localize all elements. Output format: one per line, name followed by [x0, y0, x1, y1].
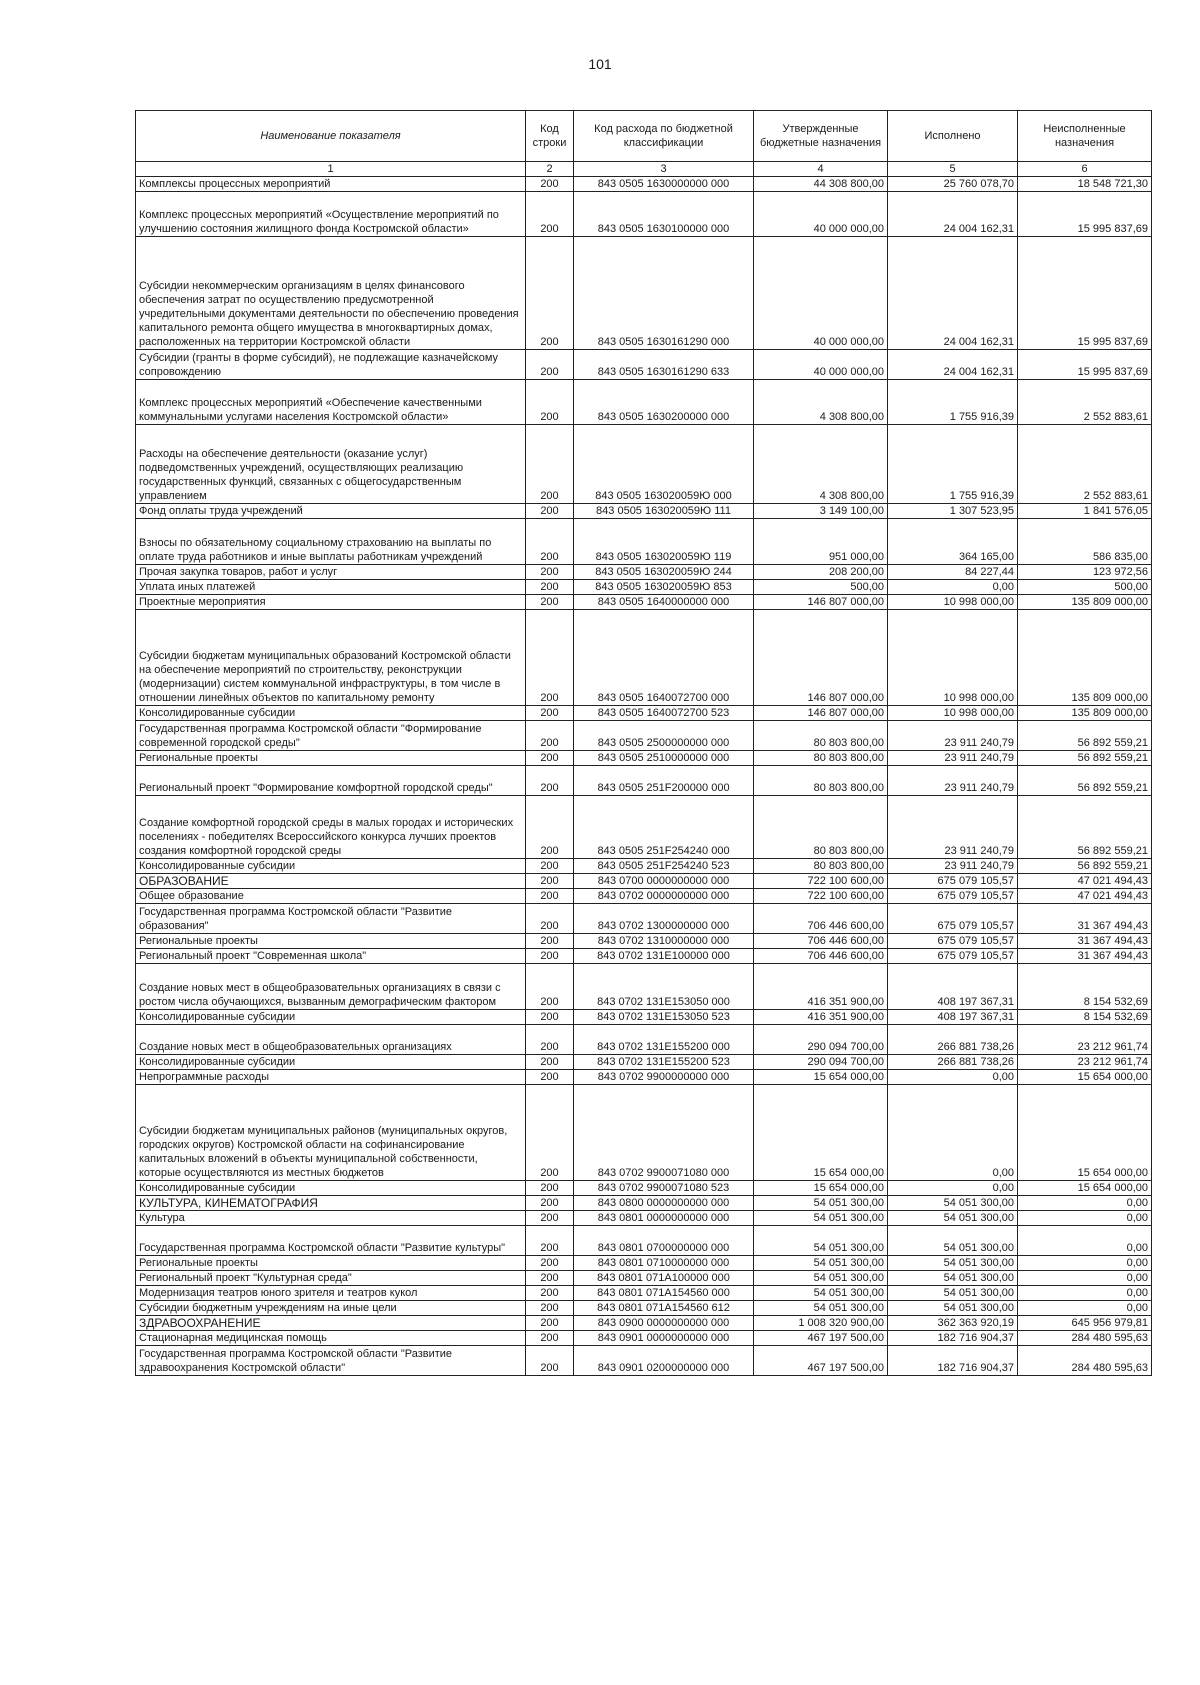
- cell-executed: 23 911 240,79: [888, 751, 1018, 766]
- cell-name: Консолидированные субсидии: [136, 1055, 526, 1070]
- cell-code: 200: [526, 1181, 574, 1196]
- table-row: [136, 1331, 1152, 1346]
- cell-cls: 843 0505 1640072700 000: [574, 610, 754, 706]
- cell-cls: 843 0702 1310000000 000: [574, 934, 754, 949]
- cell-executed: 0,00: [888, 1070, 1018, 1085]
- cell-name: Субсидии (гранты в форме субсидий), не подлежащие казначейскому сопровождению: [136, 350, 526, 380]
- cell-name: Субсидии некоммерческим организациям в целях финансового обеспечения затрат по осуществлению предусмотренной учредительными документами деятельности по обеспечению проведения капитального ремонта общего имущества в многоквартирных домах, расположенных на территории Костромской области: [136, 237, 526, 350]
- cell-cls: 843 0505 163020059Ю 119: [574, 519, 754, 565]
- cell-cls: 843 0801 071A100000 000: [574, 1271, 754, 1286]
- cell-code: 200: [526, 1211, 574, 1226]
- cell-name: Модернизация театров юного зрителя и театров кукол: [136, 1286, 526, 1301]
- cell-cls: 843 0801 0710000000 000: [574, 1256, 754, 1271]
- cell-name: Взносы по обязательному социальному страхованию на выплаты по оплате труда работников и иные выплаты работникам учреждений: [136, 519, 526, 565]
- cell-cls: 843 0505 2510000000 000: [574, 751, 754, 766]
- cell-approved: 290 094 700,00: [754, 1025, 888, 1055]
- cell-unexecuted: 0,00: [1018, 1196, 1152, 1211]
- cell-approved: 40 000 000,00: [754, 237, 888, 350]
- cell-cls: 843 0505 1630100000 000: [574, 192, 754, 237]
- cell-code: 200: [526, 177, 574, 192]
- cell-unexecuted: 15 995 837,69: [1018, 192, 1152, 237]
- cell-name: ЗДРАВООХРАНЕНИЕ: [136, 1316, 526, 1331]
- cell-code: 200: [526, 1226, 574, 1256]
- cell-approved: 146 807 000,00: [754, 595, 888, 610]
- cell-executed: 364 165,00: [888, 519, 1018, 565]
- table-row: [136, 565, 1152, 580]
- cell-code: 200: [526, 706, 574, 721]
- cell-cls: 843 0505 251F254240 000: [574, 796, 754, 859]
- cell-executed: 1 307 523,95: [888, 504, 1018, 519]
- cell-name: Субсидии бюджетам муниципальных районов (муниципальных округов, городских округов) Костромской области на софинансирование капитальных вложений в объекты муниципальной собственности, которые осуществляются из местных бюджетов: [136, 1085, 526, 1181]
- cell-cls: 843 0801 071A154560 612: [574, 1301, 754, 1316]
- column-number: 1: [136, 162, 526, 177]
- cell-unexecuted: 56 892 559,21: [1018, 751, 1152, 766]
- cell-executed: 408 197 367,31: [888, 964, 1018, 1010]
- table-row: [136, 610, 1152, 706]
- table-row: [136, 519, 1152, 565]
- table-row: [136, 766, 1152, 796]
- cell-cls: 843 0901 0200000000 000: [574, 1346, 754, 1376]
- table-row: [136, 934, 1152, 949]
- cell-unexecuted: 2 552 883,61: [1018, 425, 1152, 504]
- header-executed: Исполнено: [888, 111, 1018, 162]
- cell-unexecuted: 586 835,00: [1018, 519, 1152, 565]
- cell-executed: 24 004 162,31: [888, 237, 1018, 350]
- cell-name: Стационарная медицинская помощь: [136, 1331, 526, 1346]
- column-number: 6: [1018, 162, 1152, 177]
- cell-unexecuted: 123 972,56: [1018, 565, 1152, 580]
- cell-cls: 843 0505 1630161290 000: [574, 237, 754, 350]
- cell-unexecuted: 18 548 721,30: [1018, 177, 1152, 192]
- column-number-row: [136, 162, 1152, 177]
- cell-executed: 0,00: [888, 580, 1018, 595]
- cell-code: 200: [526, 1331, 574, 1346]
- cell-unexecuted: 135 809 000,00: [1018, 610, 1152, 706]
- cell-executed: 10 998 000,00: [888, 595, 1018, 610]
- cell-unexecuted: 0,00: [1018, 1211, 1152, 1226]
- cell-code: 200: [526, 1055, 574, 1070]
- cell-approved: 416 351 900,00: [754, 1010, 888, 1025]
- table-row: [136, 1070, 1152, 1085]
- cell-approved: 80 803 800,00: [754, 859, 888, 874]
- cell-unexecuted: 56 892 559,21: [1018, 796, 1152, 859]
- cell-name: Региональные проекты: [136, 751, 526, 766]
- cell-executed: 23 911 240,79: [888, 721, 1018, 751]
- table-row: [136, 237, 1152, 350]
- table-row: [136, 904, 1152, 934]
- table-row: [136, 1025, 1152, 1055]
- cell-executed: 0,00: [888, 1181, 1018, 1196]
- cell-code: 200: [526, 610, 574, 706]
- cell-approved: 15 654 000,00: [754, 1085, 888, 1181]
- cell-cls: 843 0505 1640072700 523: [574, 706, 754, 721]
- cell-executed: 182 716 904,37: [888, 1346, 1018, 1376]
- cell-name: Региональный проект "Современная школа": [136, 949, 526, 964]
- cell-unexecuted: 0,00: [1018, 1256, 1152, 1271]
- table-row: [136, 1226, 1152, 1256]
- cell-name: Региональный проект "Формирование комфортной городской среды": [136, 766, 526, 796]
- cell-cls: 843 0702 0000000000 000: [574, 889, 754, 904]
- cell-unexecuted: 0,00: [1018, 1301, 1152, 1316]
- table-row: [136, 1181, 1152, 1196]
- cell-cls: 843 0702 9900071080 523: [574, 1181, 754, 1196]
- cell-executed: 675 079 105,57: [888, 889, 1018, 904]
- cell-cls: 843 0702 131E153050 523: [574, 1010, 754, 1025]
- cell-executed: 266 881 738,26: [888, 1055, 1018, 1070]
- cell-unexecuted: 31 367 494,43: [1018, 949, 1152, 964]
- cell-unexecuted: 284 480 595,63: [1018, 1346, 1152, 1376]
- cell-unexecuted: 8 154 532,69: [1018, 964, 1152, 1010]
- header-approved: Утвержденные бюджетные назначения: [754, 111, 888, 162]
- column-number: 5: [888, 162, 1018, 177]
- table-row: [136, 721, 1152, 751]
- cell-code: 200: [526, 1346, 574, 1376]
- cell-unexecuted: 23 212 961,74: [1018, 1025, 1152, 1055]
- cell-approved: 290 094 700,00: [754, 1055, 888, 1070]
- cell-executed: 54 051 300,00: [888, 1196, 1018, 1211]
- header-name: Наименование показателя: [136, 111, 526, 162]
- cell-name: Государственная программа Костромской области "Развитие здравоохранения Костромской области": [136, 1346, 526, 1376]
- cell-unexecuted: 15 654 000,00: [1018, 1181, 1152, 1196]
- cell-unexecuted: 47 021 494,43: [1018, 874, 1152, 889]
- cell-name: Уплата иных платежей: [136, 580, 526, 595]
- cell-approved: 706 446 600,00: [754, 934, 888, 949]
- table-body: [136, 177, 1152, 1376]
- cell-executed: 1 755 916,39: [888, 425, 1018, 504]
- cell-cls: 843 0800 0000000000 000: [574, 1196, 754, 1211]
- cell-unexecuted: 15 654 000,00: [1018, 1085, 1152, 1181]
- cell-approved: 3 149 100,00: [754, 504, 888, 519]
- cell-approved: 80 803 800,00: [754, 766, 888, 796]
- table-row: [136, 796, 1152, 859]
- column-number: 4: [754, 162, 888, 177]
- cell-name: Расходы на обеспечение деятельности (оказание услуг) подведомственных учреждений, осуществляющих реализацию государственных функций, связанных с общегосударственным управлением: [136, 425, 526, 504]
- cell-cls: 843 0801 0000000000 000: [574, 1211, 754, 1226]
- cell-executed: 24 004 162,31: [888, 350, 1018, 380]
- cell-approved: 54 051 300,00: [754, 1256, 888, 1271]
- cell-unexecuted: 15 654 000,00: [1018, 1070, 1152, 1085]
- cell-cls: 843 0505 1630200000 000: [574, 380, 754, 425]
- cell-code: 200: [526, 1010, 574, 1025]
- cell-unexecuted: 1 841 576,05: [1018, 504, 1152, 519]
- cell-approved: 706 446 600,00: [754, 949, 888, 964]
- cell-name: ОБРАЗОВАНИЕ: [136, 874, 526, 889]
- table-row: [136, 889, 1152, 904]
- cell-cls: 843 0901 0000000000 000: [574, 1331, 754, 1346]
- table-row: [136, 964, 1152, 1010]
- cell-cls: 843 0702 131E100000 000: [574, 949, 754, 964]
- cell-cls: 843 0505 163020059Ю 853: [574, 580, 754, 595]
- cell-unexecuted: 56 892 559,21: [1018, 721, 1152, 751]
- cell-code: 200: [526, 565, 574, 580]
- cell-unexecuted: 31 367 494,43: [1018, 934, 1152, 949]
- cell-name: Региональные проекты: [136, 1256, 526, 1271]
- cell-code: 200: [526, 766, 574, 796]
- cell-cls: 843 0505 1630161290 633: [574, 350, 754, 380]
- cell-name: Прочая закупка товаров, работ и услуг: [136, 565, 526, 580]
- table-row: [136, 949, 1152, 964]
- cell-executed: 54 051 300,00: [888, 1271, 1018, 1286]
- cell-executed: 23 911 240,79: [888, 796, 1018, 859]
- table-row: [136, 177, 1152, 192]
- cell-approved: 706 446 600,00: [754, 904, 888, 934]
- cell-name: Государственная программа Костромской области "Формирование современной городской среды": [136, 721, 526, 751]
- table-row: [136, 1301, 1152, 1316]
- table-header-row: [136, 111, 1152, 162]
- cell-name: Субсидии бюджетным учреждениям на иные цели: [136, 1301, 526, 1316]
- cell-executed: 1 755 916,39: [888, 380, 1018, 425]
- cell-code: 200: [526, 964, 574, 1010]
- cell-approved: 146 807 000,00: [754, 706, 888, 721]
- cell-cls: 843 0505 1630000000 000: [574, 177, 754, 192]
- cell-cls: 843 0900 0000000000 000: [574, 1316, 754, 1331]
- cell-code: 200: [526, 1301, 574, 1316]
- cell-approved: 80 803 800,00: [754, 796, 888, 859]
- cell-cls: 843 0505 163020059Ю 000: [574, 425, 754, 504]
- cell-approved: 146 807 000,00: [754, 610, 888, 706]
- cell-executed: 25 760 078,70: [888, 177, 1018, 192]
- cell-approved: 951 000,00: [754, 519, 888, 565]
- cell-name: Комплекс процессных мероприятий «Осуществление мероприятий по улучшению состояния жилищного фонда Костромской области»: [136, 192, 526, 237]
- table-row: [136, 580, 1152, 595]
- cell-code: 200: [526, 1316, 574, 1331]
- cell-code: 200: [526, 350, 574, 380]
- cell-executed: 0,00: [888, 1085, 1018, 1181]
- cell-name: Консолидированные субсидии: [136, 706, 526, 721]
- cell-executed: 182 716 904,37: [888, 1331, 1018, 1346]
- cell-approved: 500,00: [754, 580, 888, 595]
- cell-name: Государственная программа Костромской области "Развитие культуры": [136, 1226, 526, 1256]
- cell-code: 200: [526, 580, 574, 595]
- cell-code: 200: [526, 1070, 574, 1085]
- cell-cls: 843 0702 9900000000 000: [574, 1070, 754, 1085]
- cell-executed: 54 051 300,00: [888, 1286, 1018, 1301]
- cell-name: Непрограммные расходы: [136, 1070, 526, 1085]
- cell-cls: 843 0702 1300000000 000: [574, 904, 754, 934]
- cell-executed: 23 911 240,79: [888, 766, 1018, 796]
- table-row: [136, 380, 1152, 425]
- table-row: [136, 1010, 1152, 1025]
- cell-code: 200: [526, 1271, 574, 1286]
- cell-name: Консолидированные субсидии: [136, 1181, 526, 1196]
- table-row: [136, 1286, 1152, 1301]
- cell-approved: 1 008 320 900,00: [754, 1316, 888, 1331]
- table-row: [136, 504, 1152, 519]
- cell-name: Культура: [136, 1211, 526, 1226]
- cell-unexecuted: 31 367 494,43: [1018, 904, 1152, 934]
- cell-code: 200: [526, 1196, 574, 1211]
- cell-approved: 54 051 300,00: [754, 1286, 888, 1301]
- cell-executed: 24 004 162,31: [888, 192, 1018, 237]
- cell-executed: 10 998 000,00: [888, 610, 1018, 706]
- cell-executed: 675 079 105,57: [888, 904, 1018, 934]
- cell-code: 200: [526, 519, 574, 565]
- cell-approved: 15 654 000,00: [754, 1181, 888, 1196]
- cell-approved: 54 051 300,00: [754, 1226, 888, 1256]
- cell-code: 200: [526, 874, 574, 889]
- table-row: [136, 1256, 1152, 1271]
- cell-executed: 362 363 920,19: [888, 1316, 1018, 1331]
- table-row: [136, 874, 1152, 889]
- cell-name: Создание комфортной городской среды в малых городах и исторических поселениях - победителях Всероссийского конкурса лучших проектов создания комфортной городской среды: [136, 796, 526, 859]
- cell-executed: 54 051 300,00: [888, 1256, 1018, 1271]
- cell-approved: 722 100 600,00: [754, 874, 888, 889]
- cell-name: Создание новых мест в общеобразовательных организациях: [136, 1025, 526, 1055]
- cell-name: Региональный проект "Культурная среда": [136, 1271, 526, 1286]
- cell-executed: 675 079 105,57: [888, 949, 1018, 964]
- cell-unexecuted: 284 480 595,63: [1018, 1331, 1152, 1346]
- cell-name: Фонд оплаты труда учреждений: [136, 504, 526, 519]
- cell-cls: 843 0702 9900071080 000: [574, 1085, 754, 1181]
- cell-unexecuted: 15 995 837,69: [1018, 237, 1152, 350]
- cell-code: 200: [526, 796, 574, 859]
- cell-cls: 843 0702 131E155200 000: [574, 1025, 754, 1055]
- cell-approved: 467 197 500,00: [754, 1346, 888, 1376]
- cell-code: 200: [526, 237, 574, 350]
- table-row: [136, 1346, 1152, 1376]
- cell-approved: 54 051 300,00: [754, 1211, 888, 1226]
- cell-approved: 80 803 800,00: [754, 751, 888, 766]
- cell-name: Консолидированные субсидии: [136, 859, 526, 874]
- header-classification: Код расхода по бюджетной классификации: [574, 111, 754, 162]
- budget-execution-table: [135, 110, 1152, 1376]
- cell-unexecuted: 0,00: [1018, 1286, 1152, 1301]
- cell-cls: 843 0505 251F200000 000: [574, 766, 754, 796]
- cell-code: 200: [526, 1256, 574, 1271]
- cell-code: 200: [526, 1025, 574, 1055]
- cell-unexecuted: 500,00: [1018, 580, 1152, 595]
- cell-approved: 54 051 300,00: [754, 1301, 888, 1316]
- cell-cls: 843 0505 163020059Ю 111: [574, 504, 754, 519]
- table-row: [136, 595, 1152, 610]
- table-row: [136, 192, 1152, 237]
- cell-unexecuted: 645 956 979,81: [1018, 1316, 1152, 1331]
- cell-approved: 416 351 900,00: [754, 964, 888, 1010]
- table-row: [136, 425, 1152, 504]
- cell-code: 200: [526, 595, 574, 610]
- cell-unexecuted: 23 212 961,74: [1018, 1055, 1152, 1070]
- table-row: [136, 350, 1152, 380]
- cell-executed: 266 881 738,26: [888, 1025, 1018, 1055]
- table-row: [136, 1055, 1152, 1070]
- cell-cls: 843 0801 071A154560 000: [574, 1286, 754, 1301]
- table-row: [136, 1196, 1152, 1211]
- table-row: [136, 1085, 1152, 1181]
- cell-approved: 54 051 300,00: [754, 1196, 888, 1211]
- cell-cls: 843 0505 251F254240 523: [574, 859, 754, 874]
- cell-code: 200: [526, 934, 574, 949]
- cell-executed: 675 079 105,57: [888, 874, 1018, 889]
- cell-code: 200: [526, 380, 574, 425]
- cell-cls: 843 0700 0000000000 000: [574, 874, 754, 889]
- table-row: [136, 859, 1152, 874]
- cell-name: КУЛЬТУРА, КИНЕМАТОГРАФИЯ: [136, 1196, 526, 1211]
- page-number: 101: [588, 56, 612, 72]
- cell-name: Региональные проекты: [136, 934, 526, 949]
- cell-code: 200: [526, 859, 574, 874]
- table-row: [136, 1271, 1152, 1286]
- cell-unexecuted: 135 809 000,00: [1018, 706, 1152, 721]
- cell-unexecuted: 2 552 883,61: [1018, 380, 1152, 425]
- cell-approved: 722 100 600,00: [754, 889, 888, 904]
- cell-unexecuted: 56 892 559,21: [1018, 766, 1152, 796]
- cell-approved: 54 051 300,00: [754, 1271, 888, 1286]
- cell-unexecuted: 56 892 559,21: [1018, 859, 1152, 874]
- cell-approved: 40 000 000,00: [754, 350, 888, 380]
- cell-cls: 843 0505 163020059Ю 244: [574, 565, 754, 580]
- cell-code: 200: [526, 1286, 574, 1301]
- table-row: [136, 1211, 1152, 1226]
- cell-name: Комплексы процессных мероприятий: [136, 177, 526, 192]
- cell-approved: 4 308 800,00: [754, 425, 888, 504]
- cell-name: Создание новых мест в общеобразовательных организациях в связи с ростом числа обучающихся, вызванным демографическим фактором: [136, 964, 526, 1010]
- cell-code: 200: [526, 192, 574, 237]
- cell-code: 200: [526, 751, 574, 766]
- header-unexecuted: Неисполненные назначения: [1018, 111, 1152, 162]
- cell-cls: 843 0702 131E155200 523: [574, 1055, 754, 1070]
- cell-code: 200: [526, 1085, 574, 1181]
- cell-executed: 10 998 000,00: [888, 706, 1018, 721]
- cell-code: 200: [526, 504, 574, 519]
- cell-code: 200: [526, 949, 574, 964]
- cell-approved: 4 308 800,00: [754, 380, 888, 425]
- cell-cls: 843 0801 0700000000 000: [574, 1226, 754, 1256]
- cell-unexecuted: 0,00: [1018, 1226, 1152, 1256]
- cell-approved: 208 200,00: [754, 565, 888, 580]
- table-row: [136, 751, 1152, 766]
- cell-code: 200: [526, 889, 574, 904]
- column-number: 3: [574, 162, 754, 177]
- cell-unexecuted: 15 995 837,69: [1018, 350, 1152, 380]
- cell-cls: 843 0505 2500000000 000: [574, 721, 754, 751]
- cell-executed: 54 051 300,00: [888, 1301, 1018, 1316]
- cell-executed: 675 079 105,57: [888, 934, 1018, 949]
- table-row: [136, 706, 1152, 721]
- cell-approved: 40 000 000,00: [754, 192, 888, 237]
- cell-code: 200: [526, 904, 574, 934]
- cell-name: Проектные мероприятия: [136, 595, 526, 610]
- table-row: [136, 1316, 1152, 1331]
- cell-name: Субсидии бюджетам муниципальных образований Костромской области на обеспечение мероприятий по строительству, реконструкции (модернизации) систем коммунальной инфраструктуры, в том числе в отношении линейных объектов по капитальному ремонту: [136, 610, 526, 706]
- cell-executed: 54 051 300,00: [888, 1211, 1018, 1226]
- cell-approved: 467 197 500,00: [754, 1331, 888, 1346]
- cell-cls: 843 0505 1640000000 000: [574, 595, 754, 610]
- cell-name: Комплекс процессных мероприятий «Обеспечение качественными коммунальными услугами населения Костромской области»: [136, 380, 526, 425]
- cell-code: 200: [526, 425, 574, 504]
- cell-executed: 54 051 300,00: [888, 1226, 1018, 1256]
- cell-unexecuted: 135 809 000,00: [1018, 595, 1152, 610]
- cell-name: Консолидированные субсидии: [136, 1010, 526, 1025]
- cell-approved: 80 803 800,00: [754, 721, 888, 751]
- cell-executed: 408 197 367,31: [888, 1010, 1018, 1025]
- cell-name: Общее образование: [136, 889, 526, 904]
- cell-unexecuted: 0,00: [1018, 1271, 1152, 1286]
- cell-approved: 44 308 800,00: [754, 177, 888, 192]
- cell-unexecuted: 8 154 532,69: [1018, 1010, 1152, 1025]
- column-number: 2: [526, 162, 574, 177]
- cell-executed: 84 227,44: [888, 565, 1018, 580]
- cell-name: Государственная программа Костромской области "Развитие образования": [136, 904, 526, 934]
- cell-executed: 23 911 240,79: [888, 859, 1018, 874]
- cell-code: 200: [526, 721, 574, 751]
- cell-approved: 15 654 000,00: [754, 1070, 888, 1085]
- cell-cls: 843 0702 131E153050 000: [574, 964, 754, 1010]
- header-code: Код строки: [526, 111, 574, 162]
- cell-unexecuted: 47 021 494,43: [1018, 889, 1152, 904]
